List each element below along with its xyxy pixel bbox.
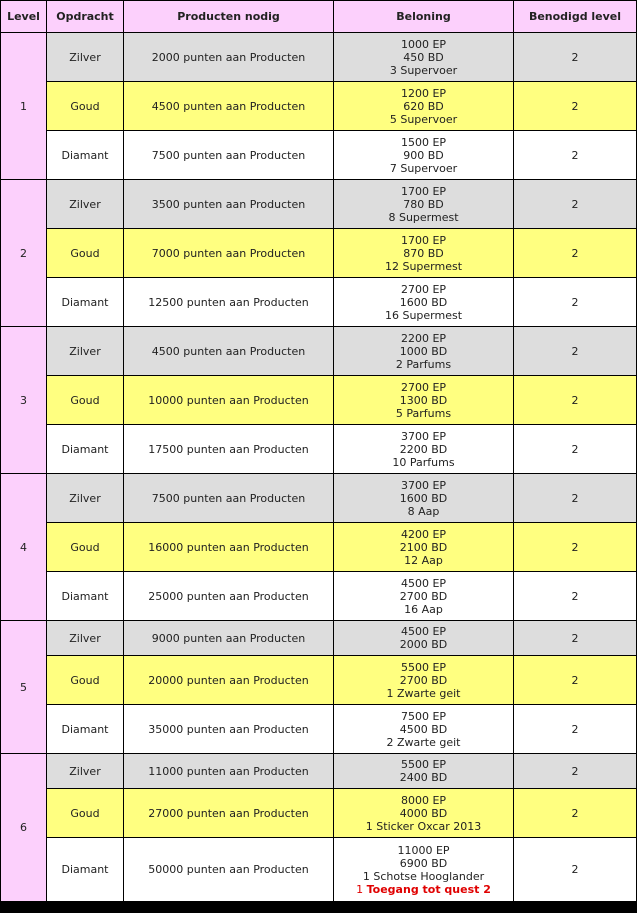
- beloning-line: 1700 EP: [400, 233, 447, 247]
- beloning-line: 3 Supervoer: [389, 63, 458, 77]
- beloning-line: 8 Supermest: [388, 210, 459, 224]
- beloning-line: 1200 EP: [400, 86, 447, 100]
- benodigd-level-cell: 2: [514, 621, 636, 655]
- producten-cell: 27000 punten aan Producten: [124, 789, 333, 837]
- producten-cell: 12500 punten aan Producten: [124, 278, 333, 326]
- producten-cell: 7000 punten aan Producten: [124, 229, 333, 277]
- producten-cell: 7500 punten aan Producten: [124, 474, 333, 522]
- beloning-cell: [334, 33, 513, 81]
- header-level: Level: [1, 1, 46, 32]
- opdracht-cell: Diamant: [47, 572, 123, 620]
- beloning-line: 7500 EP: [400, 709, 447, 723]
- beloning-line: 7 Supervoer: [389, 161, 458, 175]
- table-row: [1, 621, 636, 655]
- beloning-line: 450 BD: [403, 50, 444, 64]
- beloning-line: 2700 BD: [399, 589, 448, 603]
- beloning-line: 4500 EP: [400, 576, 447, 590]
- opdracht-cell: Goud: [47, 656, 123, 704]
- producten-cell: 50000 punten aan Producten: [124, 838, 333, 901]
- header-row: [1, 1, 636, 32]
- opdracht-cell: Zilver: [47, 327, 123, 375]
- beloning-line: 2100 BD: [399, 540, 448, 554]
- beloning-line: 1 Sticker Oxcar 2013: [365, 819, 482, 833]
- opdracht-cell: Zilver: [47, 180, 123, 228]
- benodigd-level-cell: 2: [514, 754, 636, 788]
- beloning-line: 12 Aap: [404, 553, 443, 567]
- beloning-line: 2000 BD: [399, 638, 448, 651]
- beloning-cell: [334, 82, 513, 130]
- beloning-cell: [334, 656, 513, 704]
- beloning-line: 11000 EP: [397, 843, 450, 857]
- producten-cell: 4500 punten aan Producten: [124, 82, 333, 130]
- beloning-line: 2200 EP: [400, 331, 447, 345]
- opdracht-cell: Goud: [47, 376, 123, 424]
- beloning-line: 4500 BD: [399, 722, 448, 736]
- beloning-line: 5 Parfums: [395, 406, 452, 420]
- beloning-line: 1300 BD: [399, 393, 448, 407]
- benodigd-level-cell: 2: [514, 474, 636, 522]
- benodigd-level-cell: 2: [514, 229, 636, 277]
- benodigd-level-cell: 2: [514, 838, 636, 901]
- opdracht-cell: Zilver: [47, 621, 123, 655]
- beloning-line: 1600 BD: [399, 491, 448, 505]
- beloning-line: 5500 EP: [400, 660, 447, 674]
- beloning-line: 1 Zwarte geit: [386, 686, 461, 700]
- opdracht-cell: Goud: [47, 82, 123, 130]
- beloning-line: 2700 BD: [399, 673, 448, 687]
- beloning-special-line: [334, 883, 513, 896]
- producten-cell: 16000 punten aan Producten: [124, 523, 333, 571]
- table-row: [1, 656, 636, 704]
- beloning-line: 12 Supermest: [384, 259, 463, 273]
- opdracht-cell: Goud: [47, 789, 123, 837]
- benodigd-level-cell: 2: [514, 180, 636, 228]
- beloning-cell: [334, 131, 513, 179]
- opdracht-cell: Diamant: [47, 838, 123, 901]
- table-row: [1, 327, 636, 375]
- beloning-line: 2 Parfums: [395, 357, 452, 371]
- table-row: [1, 278, 636, 326]
- benodigd-level-cell: 2: [514, 376, 636, 424]
- beloning-cell: [334, 705, 513, 753]
- special-text: Toegang tot quest 2: [366, 882, 491, 896]
- beloning-line: 780 BD: [403, 197, 444, 211]
- table-row: [1, 474, 636, 522]
- benodigd-level-cell: 2: [514, 327, 636, 375]
- benodigd-level-cell: 2: [514, 33, 636, 81]
- level-cell: 5: [1, 621, 46, 753]
- level-cell: 3: [1, 327, 46, 473]
- opdracht-cell: Diamant: [47, 425, 123, 473]
- beloning-cell: [334, 621, 513, 655]
- header-opdracht: Opdracht: [47, 1, 123, 32]
- beloning-line: 620 BD: [403, 99, 444, 113]
- opdracht-cell: Diamant: [47, 131, 123, 179]
- opdracht-cell: Zilver: [47, 754, 123, 788]
- beloning-line: 2200 BD: [399, 442, 448, 456]
- table-row: [1, 33, 636, 81]
- beloning-cell: [334, 572, 513, 620]
- header-producten: Producten nodig: [124, 1, 333, 32]
- table-row: [1, 229, 636, 277]
- producten-cell: 11000 punten aan Producten: [124, 754, 333, 788]
- producten-cell: 7500 punten aan Producten: [124, 131, 333, 179]
- beloning-cell: [334, 180, 513, 228]
- table-row: [1, 523, 636, 571]
- benodigd-level-cell: 2: [514, 425, 636, 473]
- beloning-line: 1000 BD: [399, 344, 448, 358]
- beloning-line: 16 Supermest: [384, 308, 463, 322]
- beloning-cell: [334, 229, 513, 277]
- beloning-line: 1600 BD: [399, 295, 448, 309]
- benodigd-level-cell: 2: [514, 278, 636, 326]
- table-row: [1, 572, 636, 620]
- producten-cell: 25000 punten aan Producten: [124, 572, 333, 620]
- beloning-line: 6900 BD: [399, 856, 448, 870]
- header-benodigd-level: Benodigd level: [514, 1, 636, 32]
- producten-cell: 4500 punten aan Producten: [124, 327, 333, 375]
- benodigd-level-cell: 2: [514, 523, 636, 571]
- opdracht-cell: Diamant: [47, 278, 123, 326]
- table-row: [1, 838, 636, 901]
- opdracht-cell: Zilver: [47, 474, 123, 522]
- beloning-line: 1700 EP: [400, 184, 447, 198]
- beloning-line: 2400 BD: [399, 771, 448, 784]
- benodigd-level-cell: 2: [514, 656, 636, 704]
- producten-cell: 2000 punten aan Producten: [124, 33, 333, 81]
- benodigd-level-cell: 2: [514, 82, 636, 130]
- beloning-cell: [334, 474, 513, 522]
- table-body: [1, 33, 636, 901]
- beloning-line: 2700 EP: [400, 380, 447, 394]
- opdracht-cell: Goud: [47, 229, 123, 277]
- opdracht-cell: Goud: [47, 523, 123, 571]
- beloning-cell: [334, 425, 513, 473]
- header-beloning: Beloning: [334, 1, 513, 32]
- beloning-cell: [334, 754, 513, 788]
- producten-cell: 20000 punten aan Producten: [124, 656, 333, 704]
- beloning-line: 10 Parfums: [392, 455, 455, 469]
- table-row: [1, 705, 636, 753]
- table-row: [1, 180, 636, 228]
- special-count: 1: [356, 882, 364, 896]
- producten-cell: 9000 punten aan Producten: [124, 621, 333, 655]
- table-row: [1, 376, 636, 424]
- beloning-line: 4000 BD: [399, 806, 448, 820]
- beloning-line: 3700 EP: [400, 429, 447, 443]
- beloning-cell: [334, 376, 513, 424]
- table-row: [1, 82, 636, 130]
- producten-cell: 3500 punten aan Producten: [124, 180, 333, 228]
- beloning-line: 8 Aap: [407, 504, 440, 518]
- level-cell: 1: [1, 33, 46, 179]
- benodigd-level-cell: 2: [514, 705, 636, 753]
- beloning-line: 4200 EP: [400, 527, 447, 541]
- producten-cell: 35000 punten aan Producten: [124, 705, 333, 753]
- beloning-line: 2 Zwarte geit: [386, 735, 461, 749]
- benodigd-level-cell: 2: [514, 789, 636, 837]
- producten-cell: 17500 punten aan Producten: [124, 425, 333, 473]
- table-row: [1, 754, 636, 788]
- benodigd-level-cell: 2: [514, 572, 636, 620]
- beloning-line: 8000 EP: [400, 793, 447, 807]
- table-row: [1, 789, 636, 837]
- opdracht-cell: Zilver: [47, 33, 123, 81]
- beloning-line: 870 BD: [403, 246, 444, 260]
- table-row: [1, 131, 636, 179]
- beloning-line: 3700 EP: [400, 478, 447, 492]
- beloning-line: 5 Supervoer: [389, 112, 458, 126]
- level-cell: 2: [1, 180, 46, 326]
- beloning-cell: [334, 523, 513, 571]
- level-cell: 6: [1, 754, 46, 901]
- beloning-cell: [334, 838, 513, 901]
- table-row: [1, 425, 636, 473]
- beloning-line: 16 Aap: [404, 602, 443, 616]
- beloning-line: 2700 EP: [400, 282, 447, 296]
- beloning-line: 1000 EP: [400, 37, 447, 51]
- beloning-line: 900 BD: [403, 148, 444, 162]
- beloning-cell: [334, 327, 513, 375]
- beloning-line: 1 Schotse Hooglander: [362, 869, 485, 883]
- producten-cell: 10000 punten aan Producten: [124, 376, 333, 424]
- beloning-line: 1500 EP: [400, 135, 447, 149]
- benodigd-level-cell: 2: [514, 131, 636, 179]
- beloning-cell: [334, 278, 513, 326]
- level-cell: 4: [1, 474, 46, 620]
- beloning-line: 4500 EP: [400, 625, 447, 638]
- beloning-line: 5500 EP: [400, 758, 447, 771]
- beloning-cell: [334, 789, 513, 837]
- opdracht-cell: Diamant: [47, 705, 123, 753]
